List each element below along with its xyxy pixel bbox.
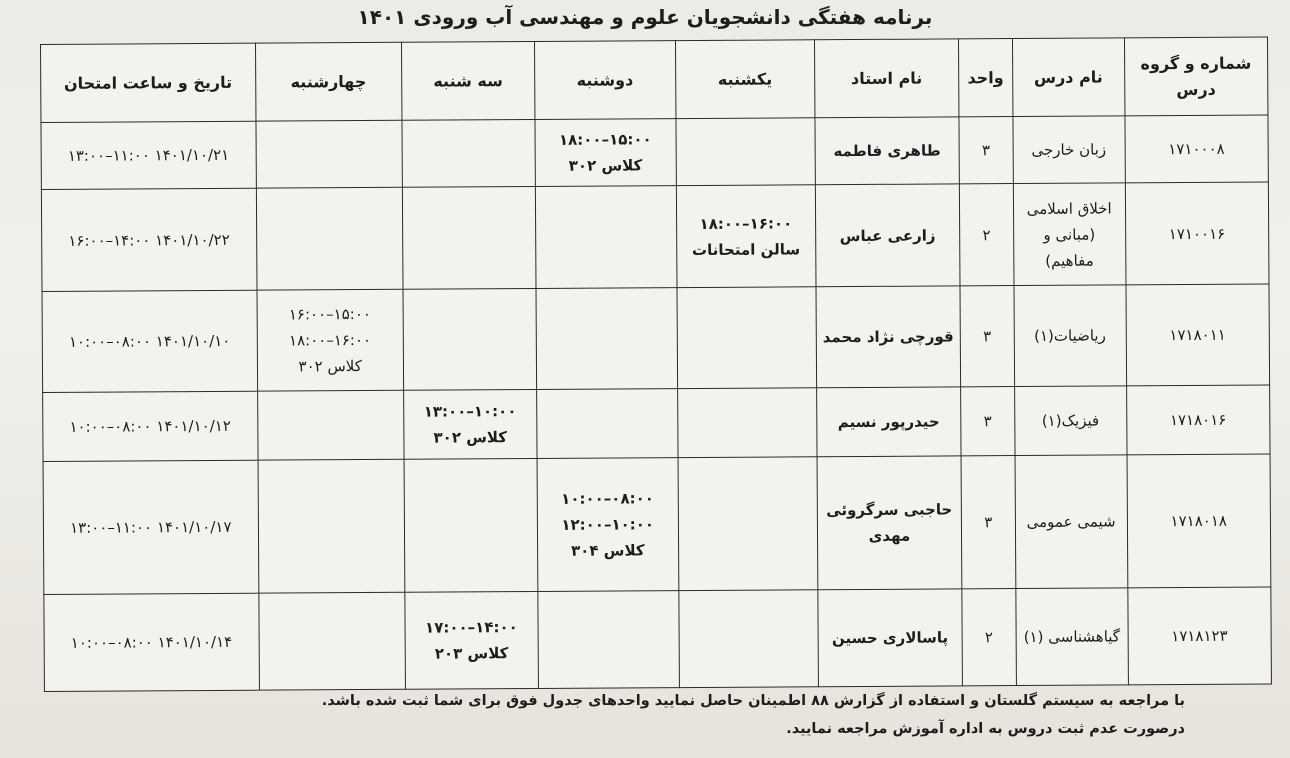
header-wednesday: چهارشنبه bbox=[255, 42, 402, 121]
cell-mon bbox=[537, 458, 679, 592]
cell-line: کلاس ۳۰۲ bbox=[298, 357, 362, 376]
cell-text: ۳ bbox=[981, 140, 991, 160]
header-exam: تاریخ و ساعت امتحان bbox=[41, 43, 256, 122]
footer-note-1: با مراجعه به سیستم گلستان و استفاده از گزارش ۸۸ اطمینان حاصل نمایید واحدهای جدول فوق برای شما ثبت شده باشد. bbox=[321, 693, 1185, 709]
header-instructor: نام استاد bbox=[814, 39, 958, 118]
cell-sun bbox=[677, 287, 817, 389]
cell-tue bbox=[403, 289, 537, 391]
cell-line: زارعی عباس bbox=[839, 226, 936, 245]
cell-units bbox=[961, 455, 1016, 588]
footer-note-2: درصورت عدم ثبت دروس به اداره آموزش مراجعه نمایید. bbox=[786, 721, 1185, 737]
cell-line: ۱۶:۰۰–۱۸:۰۰ bbox=[288, 331, 372, 350]
cell-instructor bbox=[815, 183, 960, 287]
cell-text: ۱۷۱۸۰۱۶ bbox=[1169, 410, 1227, 430]
cell-mon bbox=[536, 288, 677, 390]
header-tuesday: سه شنبه bbox=[401, 41, 535, 120]
cell-line: پاسالاری حسین bbox=[831, 628, 949, 648]
cell-course bbox=[1013, 116, 1125, 183]
table-row bbox=[41, 182, 1269, 292]
cell-line: کلاس ۳۰۲ bbox=[433, 428, 508, 447]
cell-tue bbox=[405, 592, 539, 690]
cell-instructor bbox=[816, 286, 961, 388]
cell-line: طاهری فاطمه bbox=[833, 141, 941, 160]
cell-mon bbox=[536, 389, 677, 458]
cell-mon bbox=[538, 591, 679, 689]
cell-wed bbox=[256, 187, 403, 291]
cell-text: ۱۴۰۱/۱۰/۱۷ ۱۱:۰۰–۱۳:۰۰ bbox=[70, 517, 232, 537]
cell-code bbox=[1125, 182, 1269, 286]
cell-wed bbox=[258, 592, 405, 690]
cell-units bbox=[962, 589, 1016, 686]
cell-exam bbox=[42, 291, 257, 393]
cell-line: ۱۵:۰۰–۱۶:۰۰ bbox=[288, 305, 371, 324]
cell-line: کلاس ۳۰۲ bbox=[568, 156, 643, 175]
cell-code bbox=[1127, 587, 1271, 685]
cell-line: اخلاق اسلامی bbox=[1026, 198, 1112, 218]
cell-wed bbox=[257, 290, 404, 392]
cell-code bbox=[1126, 284, 1270, 386]
cell-line: مهدی bbox=[868, 526, 911, 545]
cell-wed bbox=[256, 120, 403, 187]
cell-line: زبان خارجی bbox=[1031, 140, 1107, 159]
cell-code bbox=[1126, 385, 1270, 454]
cell-text: ۲ bbox=[982, 225, 991, 244]
cell-exam bbox=[43, 460, 258, 594]
header-monday: دوشنبه bbox=[534, 41, 675, 120]
cell-line: ۱۰:۰۰–۱۲:۰۰ bbox=[561, 515, 655, 534]
cell-units bbox=[959, 183, 1013, 286]
cell-exam bbox=[41, 121, 256, 189]
header-sunday: یکشنبه bbox=[675, 40, 815, 119]
cell-text: ۳ bbox=[983, 412, 992, 431]
table-row bbox=[44, 587, 1272, 691]
cell-instructor bbox=[817, 387, 961, 456]
cell-text: ۲ bbox=[984, 628, 994, 647]
cell-line: ۱۶:۰۰–۱۸:۰۰ bbox=[699, 213, 793, 233]
cell-text: ۱۴۰۱/۱۰/۱۴ ۰۸:۰۰–۱۰:۰۰ bbox=[70, 632, 233, 652]
header-row bbox=[41, 37, 1268, 122]
cell-line: فیزیک(۱) bbox=[1041, 411, 1100, 431]
cell-instructor bbox=[818, 589, 963, 687]
cell-line: ۱۴:۰۰–۱۷:۰۰ bbox=[424, 618, 518, 637]
cell-instructor bbox=[817, 456, 962, 590]
cell-sun bbox=[676, 118, 816, 185]
cell-text: ۱۴۰۱/۱۰/۱۰ ۰۸:۰۰–۱۰:۰۰ bbox=[68, 332, 231, 352]
cell-course bbox=[1014, 285, 1127, 387]
cell-tue bbox=[402, 186, 536, 290]
schedule-body bbox=[41, 115, 1271, 691]
cell-mon bbox=[535, 185, 676, 289]
cell-course bbox=[1016, 588, 1128, 686]
cell-line: ۱۰:۰۰–۱۳:۰۰ bbox=[423, 402, 517, 421]
cell-instructor bbox=[815, 117, 959, 184]
cell-mon bbox=[535, 119, 676, 186]
cell-text: ۳ bbox=[984, 513, 993, 532]
cell-exam bbox=[41, 188, 256, 292]
cell-line: شیمی عمومی bbox=[1026, 512, 1116, 531]
cell-line: حیدرپور نسیم bbox=[837, 412, 940, 432]
cell-text: ۱۴۰۱/۱۰/۲۱ ۱۱:۰۰–۱۳:۰۰ bbox=[67, 145, 230, 165]
cell-text: ۱۷۱۸۰۱۱ bbox=[1169, 326, 1226, 345]
cell-line: کلاس ۳۰۴ bbox=[571, 541, 645, 560]
cell-course bbox=[1013, 182, 1126, 286]
cell-text: ۱۴۰۱/۱۰/۲۲ ۱۴:۰۰–۱۶:۰۰ bbox=[68, 230, 230, 250]
cell-line: سالن امتحانات bbox=[691, 239, 801, 259]
cell-line: ۰۸:۰۰–۱۰:۰۰ bbox=[561, 489, 654, 508]
cell-line: گیاهشناسی (۱) bbox=[1023, 627, 1120, 647]
cell-text: ۳ bbox=[983, 327, 992, 346]
cell-line: قورچی نژاد محمد bbox=[822, 327, 954, 347]
cell-tue bbox=[404, 458, 538, 592]
table-row bbox=[41, 115, 1268, 189]
cell-tue bbox=[402, 119, 535, 186]
cell-sun bbox=[678, 457, 818, 591]
cell-text: ۱۷۱۸۱۲۳ bbox=[1171, 626, 1228, 646]
table-row bbox=[43, 454, 1271, 595]
header-code: شماره و گروه درس bbox=[1124, 37, 1268, 116]
cell-wed bbox=[257, 391, 404, 460]
cell-line: ریاضیات(۱) bbox=[1034, 326, 1106, 346]
cell-line: مفاهیم) bbox=[1045, 251, 1094, 270]
cell-text: ۱۷۱۰۰۰۸ bbox=[1168, 139, 1225, 158]
page-title: برنامه هفتگی دانشجویان علوم و مهندسی آب ورودی ۱۴۰۱ bbox=[357, 5, 933, 29]
cell-line: (مبانی و bbox=[1043, 225, 1096, 244]
weekly-schedule-table bbox=[40, 36, 1272, 691]
cell-sun bbox=[678, 590, 818, 688]
cell-units bbox=[960, 286, 1014, 387]
cell-code bbox=[1125, 115, 1269, 182]
cell-exam bbox=[44, 593, 259, 691]
cell-sun bbox=[676, 184, 816, 288]
header-course: نام درس bbox=[1012, 38, 1124, 117]
table-row bbox=[42, 284, 1270, 392]
cell-text: ۱۷۱۰۰۱۶ bbox=[1168, 224, 1226, 243]
header-units: واحد bbox=[958, 39, 1012, 117]
cell-code bbox=[1127, 454, 1271, 588]
cell-text: ۱۴۰۱/۱۰/۱۲ ۰۸:۰۰–۱۰:۰۰ bbox=[69, 416, 231, 436]
cell-tue bbox=[403, 390, 536, 459]
cell-exam bbox=[43, 392, 258, 462]
table-row bbox=[43, 385, 1270, 461]
cell-line: کلاس ۲۰۳ bbox=[434, 644, 509, 663]
cell-line: ۱۵:۰۰–۱۸:۰۰ bbox=[558, 130, 652, 149]
cell-units bbox=[960, 387, 1014, 456]
cell-text: ۱۷۱۸۰۱۸ bbox=[1170, 511, 1227, 531]
cell-sun bbox=[677, 388, 817, 457]
cell-course bbox=[1014, 386, 1126, 455]
cell-course bbox=[1015, 455, 1128, 589]
cell-wed bbox=[258, 459, 405, 593]
cell-line: حاجبی سرگروئی bbox=[826, 500, 953, 520]
cell-units bbox=[959, 117, 1013, 184]
